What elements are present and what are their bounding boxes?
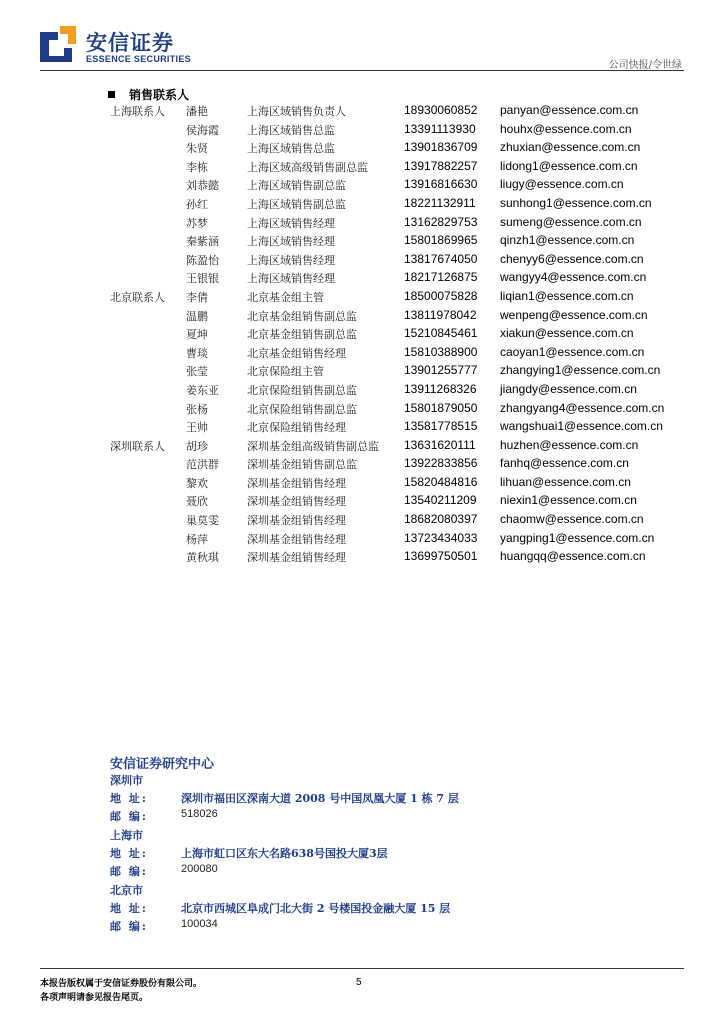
contact-name: 李栋 bbox=[186, 160, 208, 174]
contact-title: 深圳基金组销售经理 bbox=[247, 514, 346, 528]
contact-name: 聂欣 bbox=[186, 495, 208, 509]
office-city: 上海市 bbox=[110, 829, 143, 842]
address-label: 地 址: bbox=[110, 847, 148, 860]
contact-phone: 15801869965 bbox=[404, 233, 478, 248]
contact-name: 孙红 bbox=[186, 197, 208, 211]
disclaimer-notice: 各项声明请参见报告尾页。 bbox=[40, 993, 149, 1003]
contact-title: 上海区域销售经理 bbox=[247, 216, 335, 230]
contact-phone: 13581778515 bbox=[404, 419, 478, 434]
contact-name: 曹琰 bbox=[186, 346, 208, 360]
contact-name: 张杨 bbox=[186, 402, 208, 416]
office-address: 北京市西城区阜成门北大街 2 号楼国投金融大厦 15 层 bbox=[181, 902, 451, 915]
document-type: 公司快报/令世绿 bbox=[608, 60, 682, 71]
logo-chinese-name: 安信证券 bbox=[86, 31, 174, 55]
contact-email[interactable]: yangping1@essence.com.cn bbox=[500, 530, 655, 545]
contact-title: 北京保险组销售副总监 bbox=[247, 383, 357, 397]
contact-phone: 13917882257 bbox=[404, 158, 478, 173]
contact-title: 上海区域销售经理 bbox=[247, 272, 335, 286]
contact-name: 李倩 bbox=[186, 290, 208, 304]
contact-phone: 13901836709 bbox=[404, 140, 478, 155]
footer-divider bbox=[40, 968, 684, 969]
contact-row bbox=[110, 196, 690, 215]
contact-name: 范洪群 bbox=[186, 458, 219, 472]
contact-phone: 15210845461 bbox=[404, 326, 478, 341]
contact-phone: 13162829753 bbox=[404, 214, 478, 229]
contact-phone: 13916816630 bbox=[404, 177, 478, 192]
contact-row bbox=[110, 549, 690, 568]
contact-title: 北京基金组主管 bbox=[247, 290, 324, 304]
contact-region: 上海联系人 bbox=[110, 105, 165, 118]
contact-name: 潘艳 bbox=[186, 105, 208, 118]
contact-name: 张莹 bbox=[186, 365, 208, 379]
contact-title: 北京保险组主管 bbox=[247, 365, 324, 379]
contact-email[interactable]: caoyan1@essence.com.cn bbox=[500, 344, 645, 359]
contact-title: 北京基金组销售副总监 bbox=[247, 328, 357, 342]
zip-label: 邮 编: bbox=[110, 810, 148, 823]
contact-row bbox=[110, 103, 690, 122]
contact-row bbox=[110, 177, 690, 196]
contact-email[interactable]: jiangdy@essence.com.cn bbox=[500, 381, 637, 396]
contact-title: 北京基金组销售副总监 bbox=[247, 309, 357, 323]
sales-contacts-title: 销售联系人 bbox=[129, 88, 190, 102]
essence-logo-icon bbox=[40, 26, 76, 62]
office-zip-row bbox=[110, 918, 670, 936]
contact-name: 王帅 bbox=[186, 421, 208, 435]
office-zip: 518026 bbox=[181, 808, 218, 820]
contact-phone: 18930060852 bbox=[404, 103, 478, 117]
contact-email[interactable]: zhangyang4@essence.com.cn bbox=[500, 400, 665, 415]
contact-title: 上海区域销售副总监 bbox=[247, 179, 346, 193]
office-address: 上海市虹口区东大名路638号国投大厦3层 bbox=[181, 847, 388, 860]
contact-region: 深圳联系人 bbox=[110, 439, 165, 453]
contact-name: 黎欢 bbox=[186, 476, 208, 490]
contact-email[interactable]: sunhong1@essence.com.cn bbox=[500, 195, 652, 210]
contact-name: 秦紫涵 bbox=[186, 235, 219, 249]
contact-phone: 15801879050 bbox=[404, 400, 478, 415]
contact-email[interactable]: houhx@essence.com.cn bbox=[500, 121, 632, 136]
contact-phone: 13811978042 bbox=[404, 307, 477, 322]
contact-email[interactable]: fanhq@essence.com.cn bbox=[500, 456, 629, 471]
office-address-row bbox=[110, 845, 670, 863]
contact-name: 胡珍 bbox=[186, 439, 208, 453]
contact-title: 上海区域销售经理 bbox=[247, 253, 335, 267]
contact-row bbox=[110, 252, 690, 271]
contact-row bbox=[110, 493, 690, 512]
office-city: 深圳市 bbox=[110, 774, 143, 787]
contact-title: 上海区域销售副总监 bbox=[247, 197, 346, 211]
contact-name: 王银银 bbox=[186, 272, 219, 286]
contact-title: 上海区域销售经理 bbox=[247, 235, 335, 249]
contact-email[interactable]: chaomw@essence.com.cn bbox=[500, 512, 644, 527]
square-bullet-icon bbox=[108, 91, 115, 98]
address-label: 地 址: bbox=[110, 792, 148, 805]
contact-row bbox=[110, 233, 690, 252]
sales-contacts-table bbox=[110, 103, 690, 568]
contact-email[interactable]: lidong1@essence.com.cn bbox=[500, 158, 638, 173]
zip-label: 邮 编: bbox=[110, 865, 148, 878]
contact-title: 深圳基金组销售经理 bbox=[247, 551, 346, 565]
contact-phone: 13817674050 bbox=[404, 251, 478, 266]
contact-email[interactable]: huzhen@essence.com.cn bbox=[500, 437, 639, 452]
page-number: 5 bbox=[356, 977, 362, 988]
contact-name: 陈盈怡 bbox=[186, 253, 219, 267]
contact-email[interactable]: wangshuai1@essence.com.cn bbox=[500, 419, 663, 434]
contact-email[interactable]: wangyy4@essence.com.cn bbox=[500, 270, 647, 285]
contact-email[interactable]: zhangying1@essence.com.cn bbox=[500, 363, 661, 378]
contact-row bbox=[110, 512, 690, 531]
research-center bbox=[110, 753, 670, 936]
contact-title: 上海区域高级销售副总监 bbox=[247, 160, 368, 174]
contact-title: 深圳基金组销售经理 bbox=[247, 476, 346, 490]
contact-name: 刘恭懿 bbox=[186, 179, 219, 193]
contact-phone: 13922833856 bbox=[404, 456, 478, 471]
contact-name: 姜东亚 bbox=[186, 383, 219, 397]
contact-row bbox=[110, 140, 690, 159]
copyright-notice: 本报告版权属于安信证券股份有限公司。 bbox=[40, 979, 203, 989]
office-zip-row bbox=[110, 808, 670, 826]
sales-contacts-heading bbox=[108, 86, 189, 103]
contact-title: 北京基金组销售经理 bbox=[247, 346, 346, 360]
contact-row bbox=[110, 270, 690, 289]
contact-email[interactable]: lihuan@essence.com.cn bbox=[500, 474, 631, 489]
contact-email[interactable]: zhuxian@essence.com.cn bbox=[500, 140, 641, 155]
contact-email[interactable]: liugy@essence.com.cn bbox=[500, 177, 624, 192]
office-address-row bbox=[110, 900, 670, 918]
contact-row bbox=[110, 401, 690, 420]
contact-row bbox=[110, 382, 690, 401]
header-divider bbox=[40, 70, 684, 71]
contact-row bbox=[110, 438, 690, 457]
contact-row bbox=[110, 326, 690, 345]
contact-title: 深圳基金组销售经理 bbox=[247, 495, 346, 509]
contact-phone: 13901255777 bbox=[404, 363, 478, 378]
contact-name: 夏坤 bbox=[186, 328, 208, 342]
contact-title: 深圳基金组销售经理 bbox=[247, 532, 346, 546]
contact-row bbox=[110, 531, 690, 550]
contact-email[interactable]: liqian1@essence.com.cn bbox=[500, 288, 634, 303]
office-zip-row bbox=[110, 863, 670, 881]
address-label: 地 址: bbox=[110, 902, 148, 915]
office-address: 深圳市福田区深南大道 2008 号中国凤凰大厦 1 栋 7 层 bbox=[181, 792, 459, 805]
contact-title: 北京保险组销售经理 bbox=[247, 421, 346, 435]
contact-phone: 13699750501 bbox=[404, 549, 478, 564]
contact-title: 上海区域销售负责人 bbox=[247, 105, 346, 118]
contact-name: 巢莫雯 bbox=[186, 514, 219, 528]
contact-email[interactable]: qinzh1@essence.com.cn bbox=[500, 233, 635, 248]
contact-email[interactable]: wenpeng@essence.com.cn bbox=[500, 307, 648, 322]
contact-row bbox=[110, 308, 690, 327]
logo-english-name: ESSENCE SECURITIES bbox=[86, 54, 191, 64]
contact-name: 朱贤 bbox=[186, 142, 208, 156]
contact-name: 苏梦 bbox=[186, 216, 208, 230]
contact-title: 北京保险组销售副总监 bbox=[247, 402, 357, 416]
contact-row bbox=[110, 419, 690, 438]
contact-phone: 15810388900 bbox=[404, 344, 478, 359]
contact-name: 杨萍 bbox=[186, 532, 208, 546]
contact-row bbox=[110, 475, 690, 494]
contact-name: 温鹏 bbox=[186, 309, 208, 323]
contact-row bbox=[110, 122, 690, 141]
office-city: 北京市 bbox=[110, 884, 143, 897]
contact-phone: 13911268326 bbox=[404, 381, 477, 396]
contact-phone: 18217126875 bbox=[404, 270, 478, 285]
contact-email[interactable]: sumeng@essence.com.cn bbox=[500, 214, 642, 229]
contact-phone: 15820484816 bbox=[404, 474, 478, 489]
zip-label: 邮 编: bbox=[110, 920, 148, 933]
contact-row bbox=[110, 215, 690, 234]
office-zip: 200080 bbox=[181, 863, 218, 875]
contact-email[interactable]: niexin1@essence.com.cn bbox=[500, 493, 637, 508]
contact-email[interactable]: panyan@essence.com.cn bbox=[500, 103, 639, 117]
contact-email[interactable]: huangqq@essence.com.cn bbox=[500, 549, 646, 564]
contact-row bbox=[110, 159, 690, 178]
contact-row bbox=[110, 289, 690, 308]
contact-title: 上海区域销售总监 bbox=[247, 142, 335, 156]
contact-row bbox=[110, 363, 690, 382]
office-address-row bbox=[110, 790, 670, 808]
contact-email[interactable]: chenyy6@essence.com.cn bbox=[500, 251, 644, 266]
contact-title: 上海区域销售总监 bbox=[247, 123, 335, 137]
contact-email[interactable]: xiakun@essence.com.cn bbox=[500, 326, 634, 341]
contact-phone: 18500075828 bbox=[404, 288, 478, 303]
contact-phone: 18682080397 bbox=[404, 512, 478, 527]
contact-phone: 13391113930 bbox=[404, 121, 476, 136]
contact-phone: 13631620111 bbox=[404, 437, 476, 452]
contact-region: 北京联系人 bbox=[110, 290, 165, 304]
contact-phone: 13540211209 bbox=[404, 493, 477, 508]
office-list bbox=[110, 772, 670, 936]
contact-phone: 13723434033 bbox=[404, 530, 478, 545]
office-zip: 100034 bbox=[181, 918, 218, 930]
contact-name: 黄秋琪 bbox=[186, 551, 219, 565]
contact-title: 深圳基金组高级销售副总监 bbox=[247, 439, 379, 453]
research-center-title: 安信证券研究中心 bbox=[110, 757, 215, 772]
contact-title: 深圳基金组销售副总监 bbox=[247, 458, 357, 472]
contact-row bbox=[110, 345, 690, 364]
contact-name: 侯海霞 bbox=[186, 123, 219, 137]
contact-row bbox=[110, 456, 690, 475]
contact-phone: 18221132911 bbox=[404, 195, 476, 210]
